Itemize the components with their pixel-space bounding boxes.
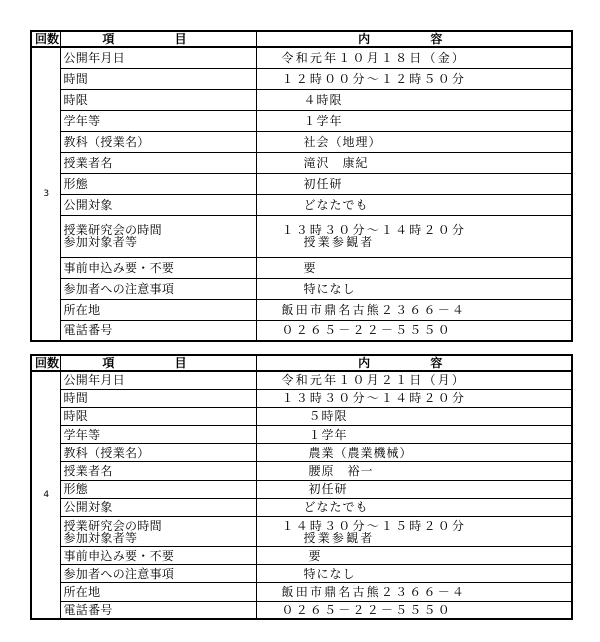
header-content: 内 容 xyxy=(256,355,572,371)
item-label: 公開対象 xyxy=(60,498,256,516)
item-label: 授業者名 xyxy=(60,152,256,173)
item-label: 時限 xyxy=(60,407,256,425)
item-value: 飯田市鼎名古熊２３６６－４ xyxy=(256,299,572,320)
session-table-4 xyxy=(30,354,573,620)
table-row xyxy=(31,480,572,498)
item-label: 教科（授業名） xyxy=(60,131,256,152)
table-row xyxy=(31,601,572,619)
item-value: 滝沢 康紀 xyxy=(256,152,572,173)
item-value: 初任研 xyxy=(256,480,572,498)
table-row xyxy=(31,110,572,131)
item-value: １２時００分～１２時５０分 xyxy=(256,68,572,89)
table-row xyxy=(31,89,572,110)
item-value: １学年 xyxy=(256,426,572,444)
header-content: 内 容 xyxy=(256,31,572,47)
item-label: 電話番号 xyxy=(60,320,256,341)
table-row xyxy=(31,47,572,68)
table-row xyxy=(31,426,572,444)
item-label: 所在地 xyxy=(60,299,256,320)
item-label: 参加者への注意事項 xyxy=(60,565,256,583)
item-value: １４時３０分～１５時２０分 授業参観者 xyxy=(256,517,572,547)
table-row xyxy=(31,517,572,547)
item-label: 事前申込み要・不要 xyxy=(60,547,256,565)
item-value: 特になし xyxy=(256,278,572,299)
item-value: 要 xyxy=(256,257,572,278)
item-value: 令和元年１０月２１日（月） xyxy=(256,371,572,389)
item-label: 事前申込み要・不要 xyxy=(60,257,256,278)
table-row xyxy=(31,498,572,516)
item-label: 授業研究会の時間 参加対象者等 xyxy=(60,215,256,257)
header-item: 項 目 xyxy=(60,355,256,371)
table-row xyxy=(31,320,572,341)
header-num: 回数 xyxy=(31,31,60,47)
item-value: どなたでも xyxy=(256,498,572,516)
header-item: 項 目 xyxy=(60,31,256,47)
header-num: 回数 xyxy=(31,355,60,371)
table-row xyxy=(31,462,572,480)
table-row xyxy=(31,407,572,425)
table-row xyxy=(31,173,572,194)
table-row xyxy=(31,257,572,278)
header-row xyxy=(31,355,572,371)
item-label: 教科（授業名） xyxy=(60,444,256,462)
item-value: ５時限 xyxy=(256,407,572,425)
table-row xyxy=(31,547,572,565)
item-label: 時間 xyxy=(60,389,256,407)
item-value: ０２６５－２２－５５５０ xyxy=(256,601,572,619)
item-label: 所在地 xyxy=(60,583,256,601)
item-value: 社会（地理） xyxy=(256,131,572,152)
table-row xyxy=(31,131,572,152)
item-label: 時限 xyxy=(60,89,256,110)
item-label: 形態 xyxy=(60,480,256,498)
item-value: 初任研 xyxy=(256,173,572,194)
item-label: 時間 xyxy=(60,68,256,89)
item-label: 公開年月日 xyxy=(60,47,256,68)
item-value: 飯田市鼎名古熊２３６６－４ xyxy=(256,583,572,601)
item-value: 腰原 裕一 xyxy=(256,462,572,480)
table-row xyxy=(31,583,572,601)
item-label: 電話番号 xyxy=(60,601,256,619)
item-value: １３時３０分～１４時２０分 授業参観者 xyxy=(256,215,572,257)
table-row xyxy=(31,389,572,407)
item-value: 農業（農業機械） xyxy=(256,444,572,462)
item-label: 学年等 xyxy=(60,426,256,444)
table-row xyxy=(31,371,572,389)
item-value: 令和元年１０月１８日（金） xyxy=(256,47,572,68)
item-label: 授業研究会の時間 参加対象者等 xyxy=(60,517,256,547)
item-value: １３時３０分～１４時２０分 xyxy=(256,389,572,407)
item-label: 公開対象 xyxy=(60,194,256,215)
header-row xyxy=(31,31,572,47)
item-value: １学年 xyxy=(256,110,572,131)
table-row xyxy=(31,215,572,257)
table-row xyxy=(31,565,572,583)
item-label: 学年等 xyxy=(60,110,256,131)
session-table-3 xyxy=(30,30,573,342)
item-value: ４時限 xyxy=(256,89,572,110)
table-row xyxy=(31,299,572,320)
table-row xyxy=(31,278,572,299)
item-value: 要 xyxy=(256,547,572,565)
table-row xyxy=(31,68,572,89)
item-label: 形態 xyxy=(60,173,256,194)
item-label: 参加者への注意事項 xyxy=(60,278,256,299)
session-number: 4 xyxy=(31,371,60,619)
item-value: ０２６５－２２－５５５０ xyxy=(256,320,572,341)
item-label: 公開年月日 xyxy=(60,371,256,389)
item-value: 特になし xyxy=(256,565,572,583)
item-value: どなたでも xyxy=(256,194,572,215)
table-row xyxy=(31,194,572,215)
table-row xyxy=(31,152,572,173)
session-number: 3 xyxy=(31,47,60,341)
table-row xyxy=(31,444,572,462)
item-label: 授業者名 xyxy=(60,462,256,480)
